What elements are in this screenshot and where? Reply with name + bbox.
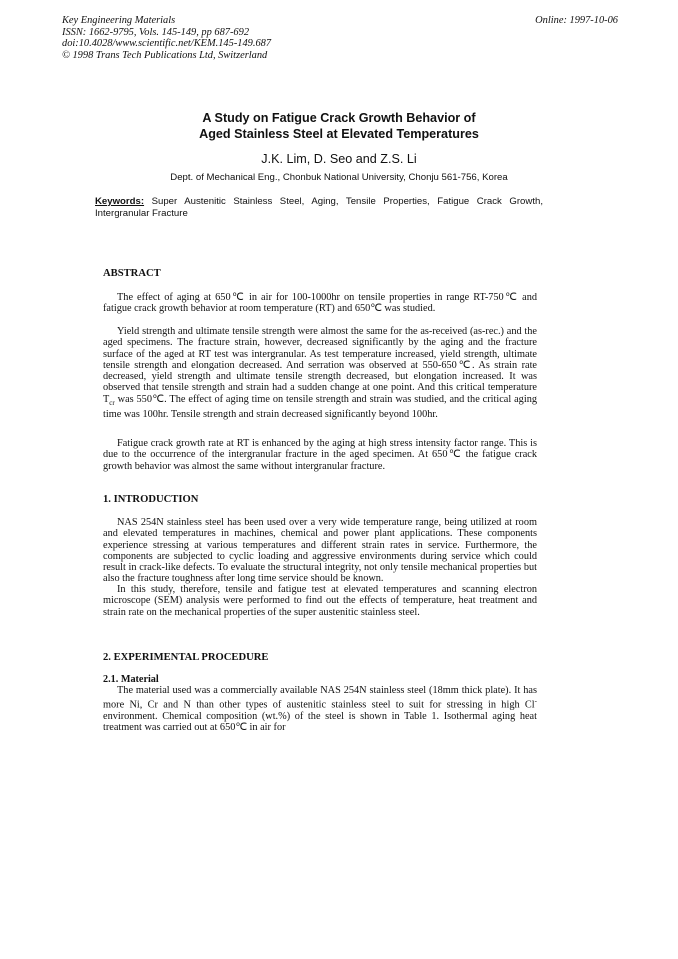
abstract-paragraph-1: The effect of aging at 650℃ in air for 100-1000hr on tensile properties in range RT-750℃ and fatigue crack growth behavior at room temperature (RT) and 650℃ was studied. [103,292,537,315]
paper-title [60,110,618,142]
critical-temperature-subscript: cr [109,398,115,407]
experimental-heading: 2. EXPERIMENTAL PROCEDURE [103,652,269,663]
abstract-paragraph-3: Fatigue crack growth rate at RT is enhanced by the aging at high stress intensity factor range. This is due to the occurrence of the intergranular fracture in the aged specimen. At 650℃ the fatigue crack growth behavior was almost the same without intergranular fracture. [103,438,537,472]
abstract-heading: ABSTRACT [103,268,161,279]
authors: J.K. Lim, D. Seo and Z.S. Li [261,152,417,166]
title-line-2: Aged Stainless Steel at Elevated Temperatures [199,127,479,141]
material-subheading: 2.1. Material [103,674,159,685]
abstract-paragraph-2 [103,326,537,420]
keywords [95,196,543,219]
journal-name: Key Engineering Materials [62,15,176,26]
doi-line: doi:10.4028/www.scientific.net/KEM.145-149.687 [62,38,272,50]
keywords-label: Keywords: [95,196,145,207]
introduction-heading: 1. INTRODUCTION [103,494,199,505]
abstract-p2-text-b: was 550℃. The effect of aging time on tensile strength and strain was studied, and the critical aging time was 100hr. Tensile strength and strain decreased significantly beyond 100hr. [103,393,537,420]
abstract-p2-text-a: Yield strength and ultimate tensile strength were almost the same for the as-received (as-rec.) and the aged specimens. The fracture strain, however, decreased significantly by the aging and the fracture surface of the aged at RT test was intergranular. As test temperature increased, yield strength, ultimate tensile strength and elongation decreased. And serration was observed at 550-650℃. As strain rate decreased, yield strength and ultimate tensile strength decreased, but elongation increased. It was observed that tensile strength and strain had a sudden change at one point. And this critical temperature T [103,326,537,405]
online-date: Online: 1997-10-06 [535,15,618,26]
journal-header [62,15,618,61]
keywords-text: Super Austenitic Stainless Steel, Aging, Tensile Properties, Fatigue Crack Growth, Intergranular Fracture [95,196,543,219]
copyright-line: © 1998 Trans Tech Publications Ltd, Switzerland [62,49,268,61]
introduction-paragraph-1: NAS 254N stainless steel has been used over a very wide temperature range, being utilized at room and elevated temperatures in machines, chemical and power plant applications. These components experience stressing at various temperatures and different strain rates in service. Furthermore, the components are subjected to cyclic loading and aggressive environments during service which could result in crack-like defects. To evaluate the structural integrity, not only tensile mechanical properties but also the fracture toughness after long time service should be known. [103,517,537,585]
introduction-paragraph-2: In this study, therefore, tensile and fatigue test at elevated temperatures and scanning electron microscope (SEM) analysis were performed to find out the effects of temperature, heat treatment and strain rate on the mechanical properties of the super austenitic stainless steel. [103,584,537,618]
chloride-superscript: - [534,697,537,706]
title-line-1: A Study on Fatigue Crack Growth Behavior of [202,111,476,125]
issn-line: ISSN: 1662-9795, Vols. 145-149, pp 687-692 [62,26,250,38]
affiliation: Dept. of Mechanical Eng., Chonbuk National University, Chonju 561-756, Korea [170,172,508,183]
material-p1-text-b: environment. Chemical composition (wt.%) of the steel is shown in Table 1. Isothermal aging heat treatment was carried out at 650℃ in air for [103,710,537,734]
material-paragraph-1 [103,685,537,733]
material-p1-text-a: The material used was a commercially available NAS 254N stainless steel (18mm thick plate). It has more Ni, Cr and N than other types of austenitic stainless steel to suit for stressing in high Cl [103,685,537,711]
